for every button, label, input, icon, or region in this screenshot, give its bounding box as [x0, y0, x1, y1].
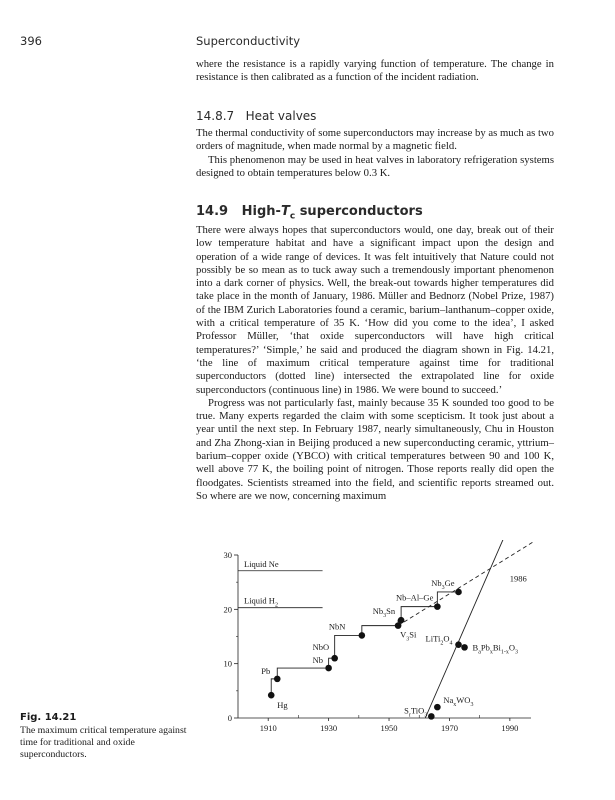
data-point — [455, 589, 462, 596]
data-point — [434, 704, 441, 711]
data-point — [428, 713, 435, 720]
y-tick-label: 10 — [223, 658, 232, 669]
x-tick-label: 1950 — [380, 723, 398, 733]
point-label: $Nb_3Sn$ — [372, 606, 396, 620]
paragraph: The thermal conductivity of some superconductors may increase by as much as two orders of magnitude, when made normal by a magnetic field. — [196, 127, 554, 153]
figure-label: Fig. 14.21 — [20, 712, 77, 723]
figure-14-21-chart — [196, 540, 556, 780]
point-label: $Na_xWO_3$ — [443, 695, 474, 709]
point-label: $B_aPb_xBi_{1-x}O_3$ — [472, 642, 519, 656]
point-label: Nb — [312, 655, 324, 666]
data-point — [398, 617, 405, 624]
data-points — [268, 589, 468, 720]
y-tick-label: 0 — [227, 713, 232, 723]
reference-line-label: Liquid Ne — [244, 558, 279, 569]
y-tick-label: 20 — [223, 604, 232, 615]
data-point — [455, 641, 462, 648]
section-title-suffix: superconductors — [295, 204, 423, 219]
intro-paragraph: where the resistance is a rapidly varying function of temperature. The change in resistance is then calibrated as a function of the incident radiation. — [196, 58, 554, 84]
data-point — [359, 632, 366, 639]
point-label: $S_rTiO_3$ — [404, 705, 428, 719]
data-point — [325, 665, 332, 672]
x-tick-label: 1970 — [440, 723, 458, 733]
section-title-sub: c — [289, 211, 296, 222]
point-label: Pb — [261, 665, 271, 676]
subsection-title: Heat valves — [245, 109, 317, 123]
point-label: NbO — [312, 642, 330, 653]
x-tick-label: 1930 — [320, 723, 338, 733]
paragraph: Progress was not particularly fast, mainly because 35 K sounded too good to be true. Many experts regarded the claim with some scepticism. It took just about a year until the next step. In February 1987, nearly simultaneously, Chu in Houston and Zha Zhong-xian in Beijing produced a new superconducting ceramic, yttrium–barium–copper oxide (YBCO) with critical temperatures between 90 and 100 K, well above 77 K, the boiling point of nitrogen. Those reports really did open the floodgates. Scientists streamed into the field, and scientific reports streamed out. So where are we now, concerning maximum — [196, 396, 554, 502]
paragraph: There were always hopes that superconductors would, one day, break out of their low temperature habitat and have a significant impact upon the design and operation of a wide range of devices. It was felt intuitively that Nature could not possibly be so mean as to tuck away such a tremendously important phenomenon into a dark corner of physics. Well, the break-out towards higher temperatures did take place in the month of January, 1986. Müller and Bednorz (Nobel Prize, 1987) of the IBM Zurich Laboratories found a ceramic, barium–lanthanum–copper oxide, with a critical temperature of 35 K. ‘How did you come to the idea’, I asked Professor Müller, ‘that oxide superconductors will have high critical temperatures?’ ‘Simple,’ he said and produced the diagram shown in Fig. 14.21, ‘the line of maximum critical temperature against time for traditional superconductors (dotted line) intersected the extrapolated line for oxide superconductors (continuous line) in 1986. We were bound to succeed.’ — [196, 224, 554, 396]
point-labels — [261, 578, 518, 718]
figure-caption — [20, 712, 192, 761]
data-point — [461, 644, 468, 651]
point-label: NbN — [328, 621, 346, 632]
point-label: $LiTi_2O_4$ — [425, 633, 453, 647]
y-tick-label: 30 — [223, 550, 232, 560]
data-point — [434, 603, 441, 610]
point-label: $Nb_3Ge$ — [431, 577, 455, 591]
oxide-trend-line — [425, 540, 513, 718]
data-point — [274, 676, 281, 683]
reference-line-label: Liquid $H_2$ — [244, 595, 278, 609]
running-title: Superconductivity — [196, 34, 301, 48]
data-point — [331, 655, 338, 662]
trend-lines — [398, 540, 534, 718]
section-number: 14.9 — [196, 204, 229, 219]
paragraph: This phenomenon may be used in heat valves in laboratory refrigeration systems designed to obtain temperatures below 0.3 K. — [196, 153, 554, 179]
traditional-trend-line — [398, 541, 534, 625]
subsection-heading — [196, 109, 316, 123]
page-number: 396 — [20, 34, 42, 48]
section-title-prefix: High- — [241, 204, 281, 219]
annotation-label: 1986 — [509, 573, 527, 584]
point-label: Hg — [277, 700, 288, 711]
figure-caption-text: The maximum critical temperature against time for traditional and oxide superconductors. — [20, 725, 187, 760]
reference-lines — [238, 559, 323, 609]
subsection-number: 14.8.7 — [196, 109, 235, 123]
point-label: $V_3Si$ — [400, 629, 417, 643]
data-point — [268, 692, 275, 699]
x-tick-label: 1910 — [259, 723, 277, 733]
intro-text-block — [196, 58, 554, 85]
subsection-body — [196, 127, 554, 180]
section-title-t: T — [280, 204, 290, 219]
section-body — [196, 224, 554, 503]
section-heading — [196, 204, 423, 222]
x-tick-label: 1990 — [501, 723, 519, 733]
point-label: Nb–Al–Ge — [396, 592, 434, 603]
